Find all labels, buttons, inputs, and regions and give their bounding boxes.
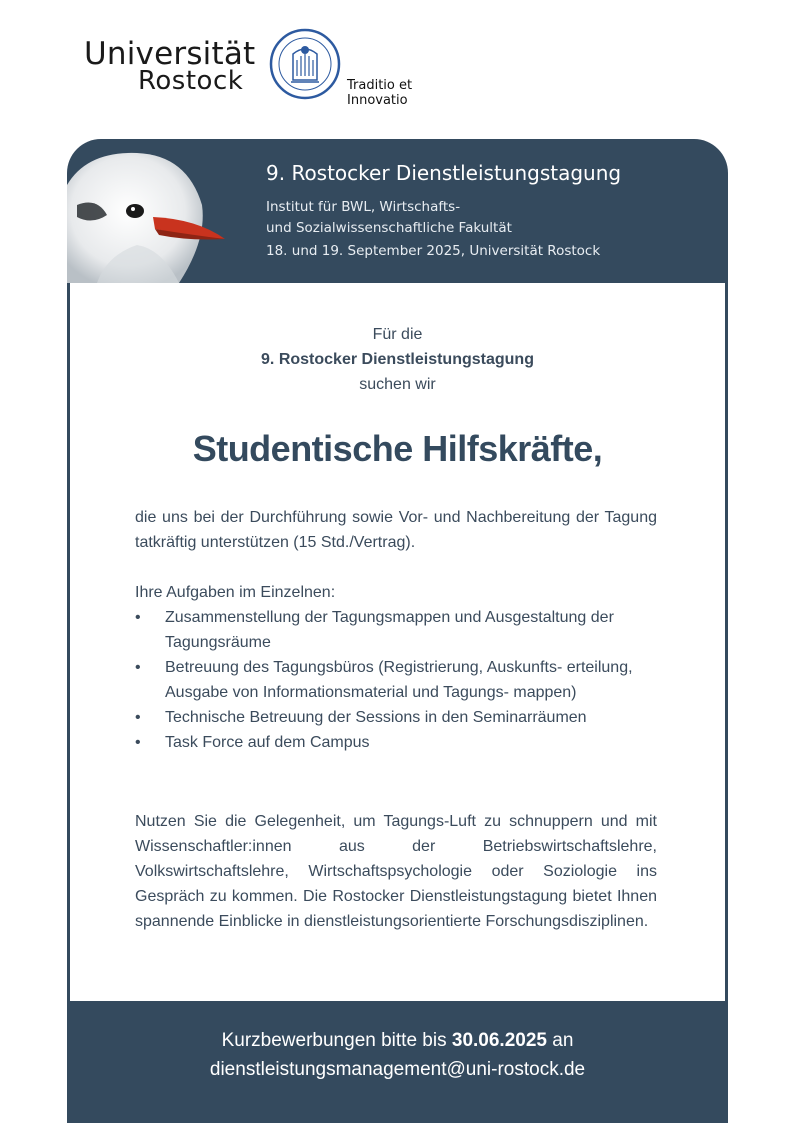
- bullet-icon: •: [135, 734, 141, 751]
- intro-line-3: suchen wir: [359, 376, 436, 393]
- seagull-image: [67, 145, 252, 283]
- application-deadline: Kurzbewerbungen bitte bis 30.06.2025 an: [221, 1030, 574, 1051]
- banner-faculty: und Sozialwissenschaftliche Fakultät: [266, 220, 512, 236]
- logo-motto: Traditio et Innovatio: [347, 78, 413, 108]
- headline: Studentische Hilfskräfte,: [192, 428, 603, 469]
- task-item: • Zusammenstellung der Tagungsmappen und Ausgestaltung der Tagungsräume: [135, 605, 657, 655]
- intro-line-2: 9. Rostocker Dienstleistungstagung: [261, 351, 534, 368]
- contact-email: dienstleistungsmanagement@uni-rostock.de: [209, 1059, 586, 1080]
- logo-word-rostock: Rostock: [138, 66, 244, 96]
- deadline-date: 30.06.2025: [451, 1030, 547, 1051]
- conference-banner: [67, 139, 728, 283]
- bullet-icon: •: [135, 709, 141, 726]
- university-seal-icon: [269, 28, 341, 100]
- task-item: • Technische Betreuung der Sessions in den Seminarräumen: [135, 705, 657, 730]
- task-item: • Task Force auf dem Campus: [135, 730, 657, 755]
- tasks-heading: Ihre Aufgaben im Einzelnen:: [135, 584, 336, 601]
- banner-title: 9. Rostocker Dienstleistungstagung: [266, 161, 622, 185]
- bullet-icon: •: [135, 659, 141, 676]
- tasks-list: [135, 605, 657, 755]
- banner-institute: Institut für BWL, Wirtschafts-: [266, 199, 461, 215]
- university-logo: [84, 28, 464, 108]
- banner-date-location: 18. und 19. September 2025, Universität Rostock: [266, 243, 601, 259]
- intro-line-1: Für die: [372, 326, 423, 343]
- intro-paragraph: die uns bei der Durchführung sowie Vor- und Nachbereitung der Tagung tatkräftig unterstützen (15 Std./Vertrag).: [135, 509, 657, 551]
- announcement-body: [70, 283, 725, 1001]
- task-item: • Betreuung des Tagungsbüros (Registrierung, Auskunfts- erteilung, Ausgabe von Informationsmaterial und Tagungs- mappen): [135, 655, 657, 705]
- poster-frame: [67, 139, 728, 1123]
- logo-word-universitaet: Universität: [84, 36, 256, 72]
- bullet-icon: •: [135, 609, 141, 626]
- closing-paragraph: Nutzen Sie die Gelegenheit, um Tagungs-Luft zu schnuppern und mit Wissenschaftler:innen aus der Betriebswirtschaftslehre, Volkswirtschaftslehre, Wirtschaftspsychologie oder Soziologie ins Gespräch zu kommen. Die Rostocker Dienstleistungstagung bietet Ihnen spannende Einblicke in dienstleistungsorientierte Forschungsdisziplinen.: [135, 813, 657, 930]
